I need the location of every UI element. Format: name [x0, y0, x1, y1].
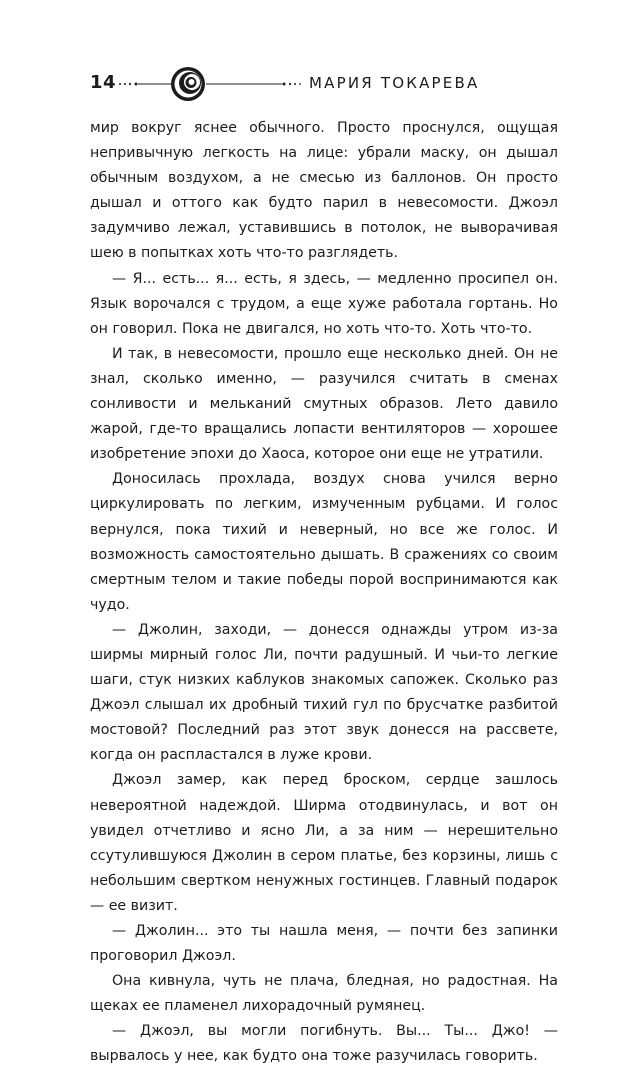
paragraph: Джоэл замер, как перед броском, сердце зашлось невероятной надеждой. Ширма отодвинулась, и вот он увидел отчетливо и ясно Ли, а за ним — нерешительно ссутулившуюся Джолин в сером платье, без корзины, лишь с небольшим свертком ненужных гостинцев. Главный подарок — ее визит. [90, 772, 558, 914]
paragraph: — Джолин, заходи, — донесся однажды утром из-за ширмы мирный голос Ли, почти радушный. И чьи-то легкие шаги, стук низких каблуков знакомых сапожек. Сколько раз Джоэл слышал их дробный тихий гул по брусчатке разбитой мостовой? Последний раз этот звук донесся на рассвете, когда он распластался в луже крови. [90, 621, 558, 764]
body-text [90, 116, 558, 1070]
paragraph: мир вокруг яснее обычного. Просто проснулся, ощущая непривычную легкость на лице: убрали маску, он дышал обычным воздухом, а не смесью из баллонов. Он просто дышал и оттого как будто парил в невесомости. Джоэл задумчиво лежал, уставившись в потолок, не выворачивая шею в попытках хоть что-то разглядеть. [90, 120, 558, 262]
paragraph: И так, в невесомости, прошло еще несколько дней. Он не знал, сколько именно, — разучился считать в сменах сонливости и мельканий смутных образов. Лето давило жарой, где-то вращались лопасти вентиляторов — хорошее изобретение эпохи до Хаоса, которое они еще не утратили. [90, 345, 558, 463]
paragraph: — Джоэл, вы могли погибнуть. Вы... Ты... Джо! — вырвалось у нее, как будто она тоже разучилась говорить. [90, 1023, 558, 1065]
paragraph: — Джолин... это ты нашла меня, — почти без запинки проговорил Джоэл. [90, 923, 558, 965]
paragraph: — Я... есть... я... есть, я здесь, — медленно просипел он. Язык ворочался с трудом, а еще хуже работала гортань. Но он говорил. Пока не двигался, но хоть что-то. Хоть что-то. [90, 270, 558, 337]
paragraph: Она кивнула, чуть не плача, бледная, но радостная. На щеках ее пламенел лихорадочный румянец. [90, 973, 558, 1015]
running-header [90, 64, 570, 104]
author-name: МАРИЯ ТОКАРЕВА [309, 74, 480, 92]
paragraph: Доносилась прохлада, воздух снова учился верно циркулировать по легким, измученным рубцами. И голос вернулся, пока тихий и неверный, но все же голос. И возможность самостоятельно дышать. В сражениях со своим смертным телом и такие победы порой воспринимаются как чудо. [90, 471, 558, 613]
page-number: 14 [90, 72, 117, 93]
spiral-ornament-icon [116, 64, 302, 104]
